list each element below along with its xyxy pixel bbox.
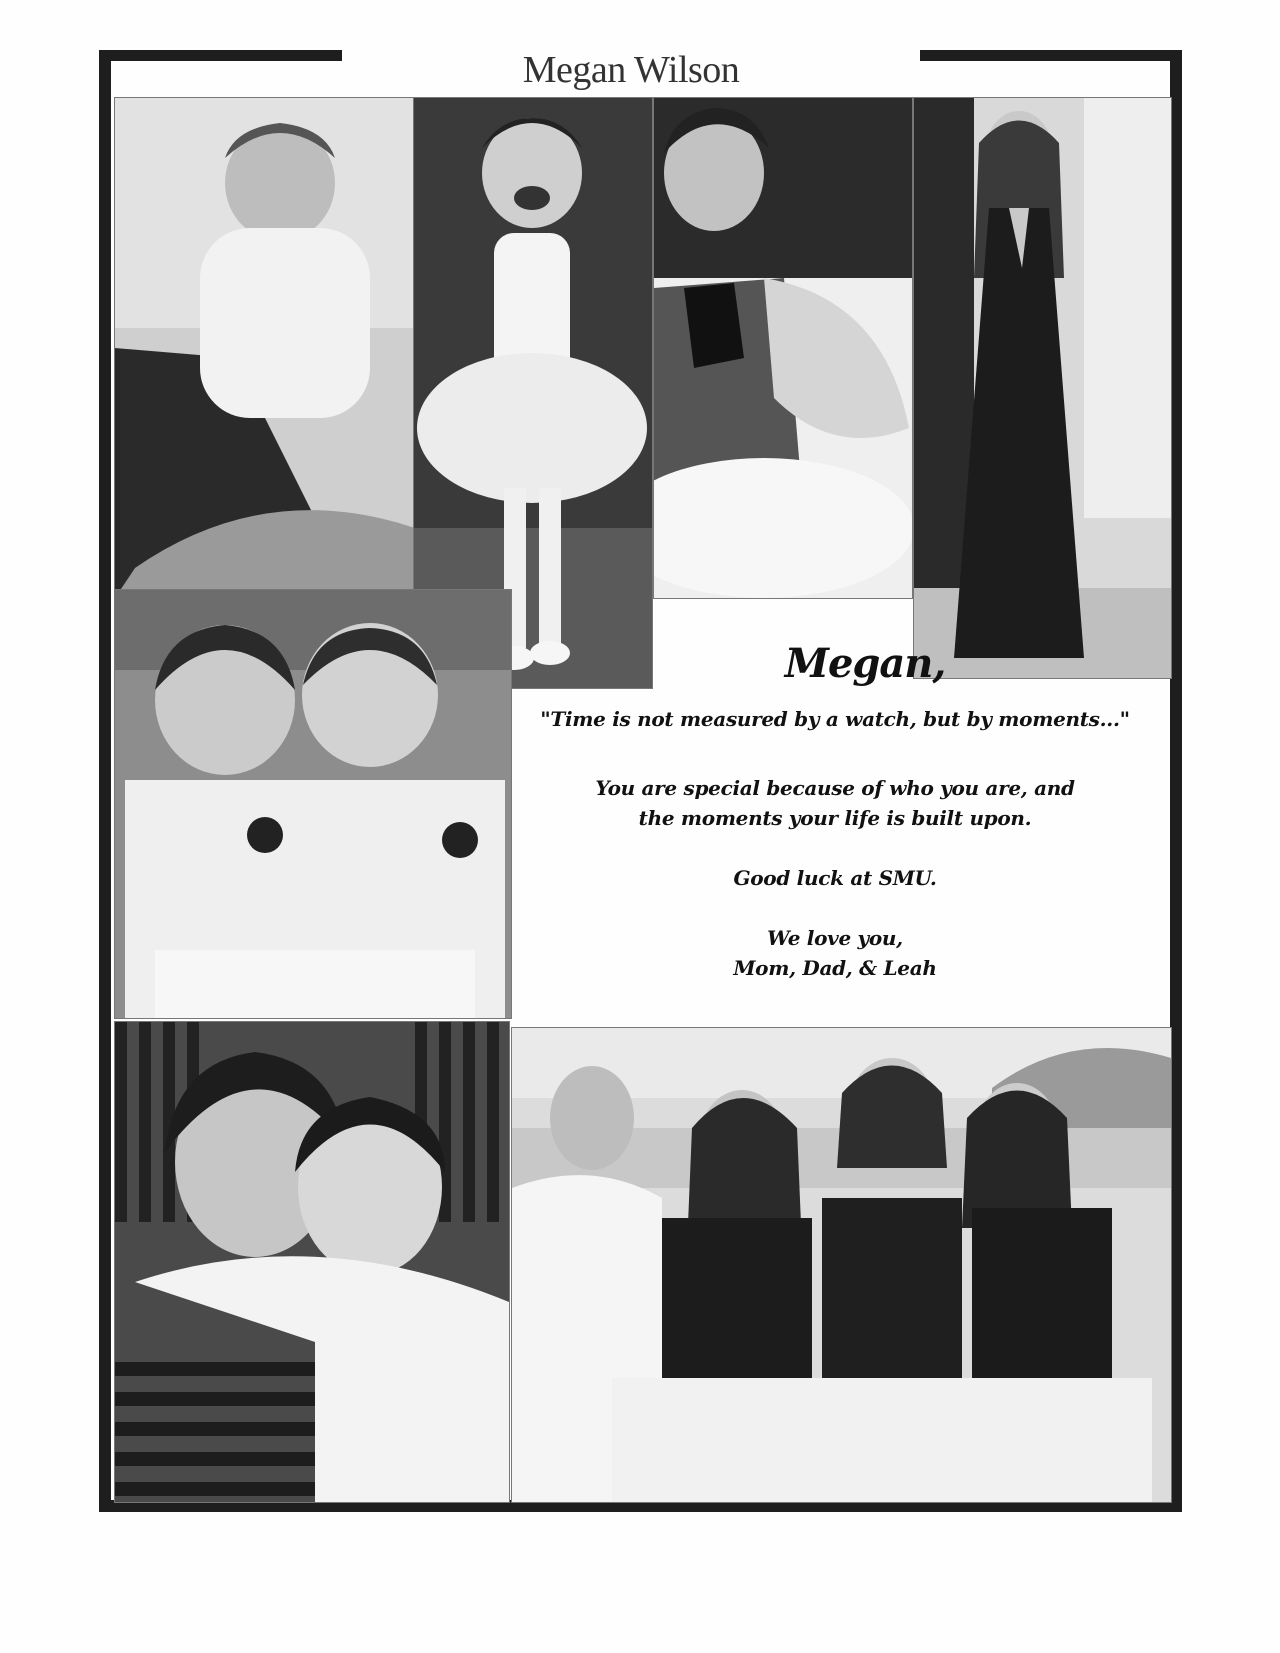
photo-evening-gown: [913, 97, 1172, 679]
photo-family: [511, 1027, 1172, 1503]
message-block: [520, 640, 1150, 983]
frame-top-left-bar: [99, 50, 342, 61]
message-closing: We love you,: [767, 926, 903, 950]
message-signature: Mom, Dad, & Leah: [733, 956, 937, 980]
message-line-1: You are special because of who you are, and: [595, 776, 1075, 800]
message-line-2: the moments your life is built upon.: [638, 806, 1032, 830]
photo-ballerina: [653, 97, 913, 599]
frame-left-bar: [99, 50, 111, 1512]
message-greeting: Megan,: [784, 640, 946, 687]
page-title: Megan Wilson: [522, 49, 740, 91]
photo-baby: [114, 97, 414, 599]
message-line-3: Good luck at SMU.: [733, 866, 937, 890]
frame-top-right-bar: [920, 50, 1182, 61]
photo-two-girls-camp: [114, 589, 512, 1019]
photo-sisters-hug: [114, 1021, 510, 1503]
message-quote: "Time is not measured by a watch, but by moments...": [540, 707, 1130, 731]
